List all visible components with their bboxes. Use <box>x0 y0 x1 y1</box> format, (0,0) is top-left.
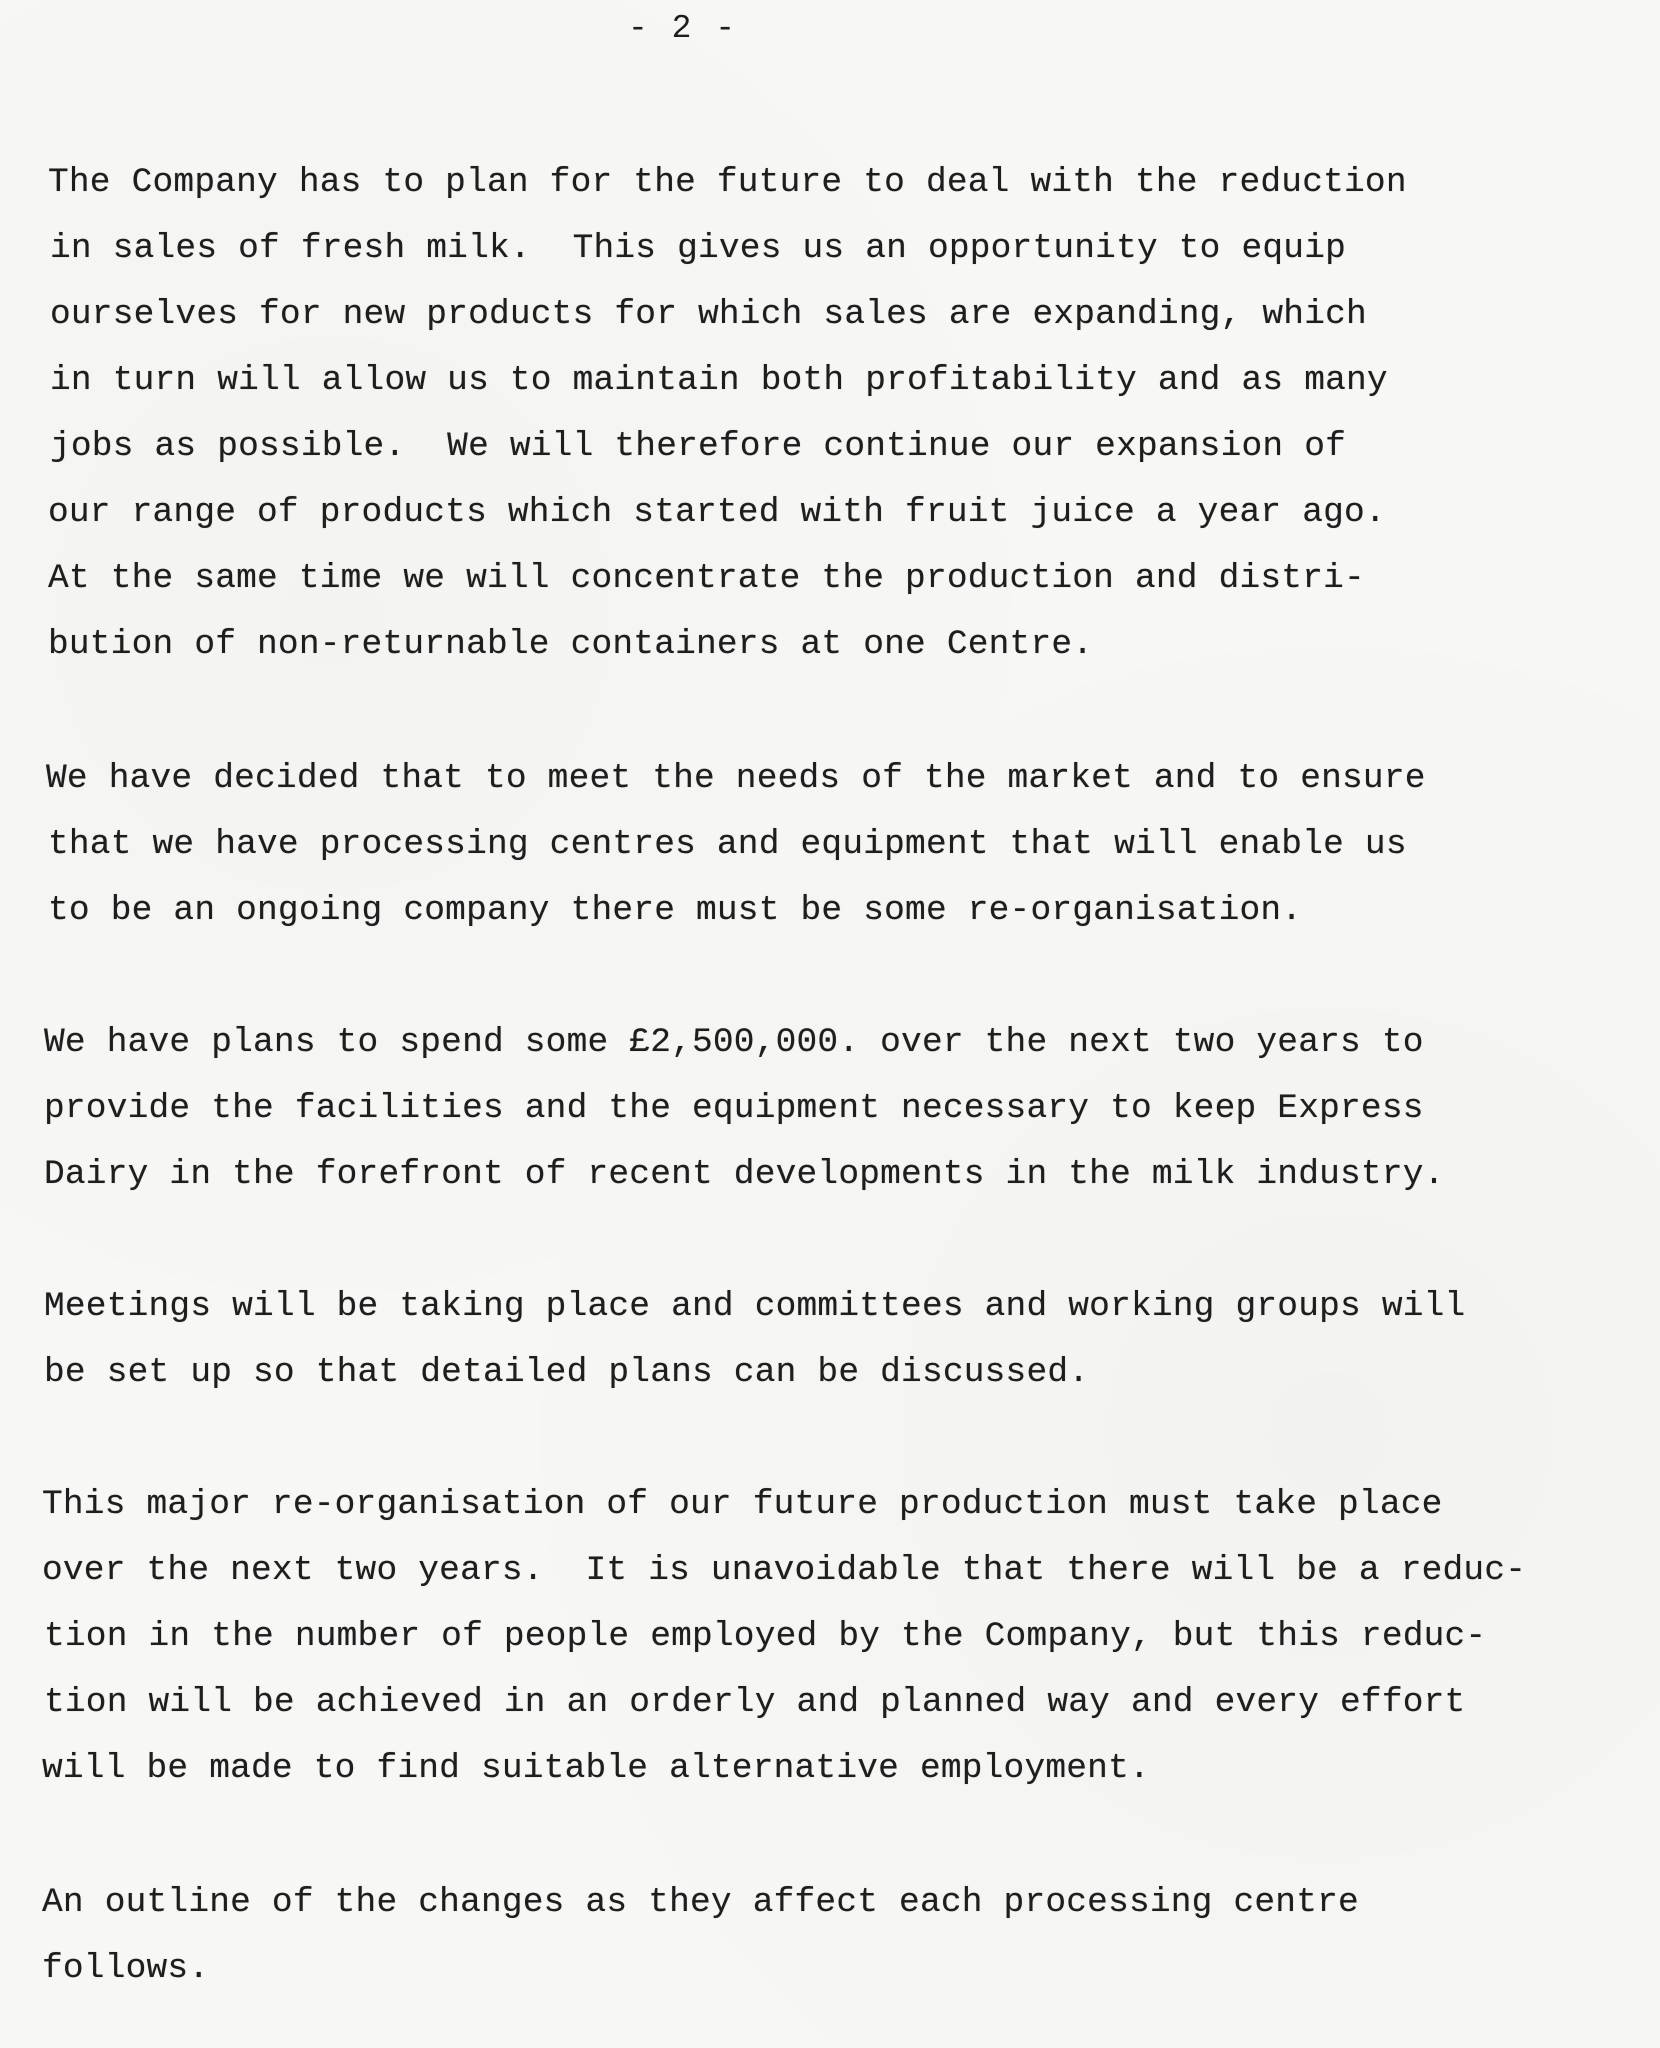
text-line: jobs as possible. We will therefore continue our expansion of <box>50 427 1347 466</box>
text-line: will be made to find suitable alternative employment. <box>42 1749 1150 1788</box>
text-line: We have plans to spend some £2,500,000. over the next two years to <box>44 1023 1424 1062</box>
text-line: We have decided that to meet the needs of the market and to ensure <box>46 759 1426 798</box>
text-line: At the same time we will concentrate the production and distri- <box>48 559 1365 598</box>
text-line: to be an ongoing company there must be some re-organisation. <box>48 891 1303 930</box>
text-line: bution of non-returnable containers at one Centre. <box>48 625 1094 664</box>
text-line: be set up so that detailed plans can be discussed. <box>44 1353 1090 1392</box>
text-line: that we have processing centres and equipment that will enable us <box>48 825 1407 864</box>
text-line: Dairy in the forefront of recent developments in the milk industry. <box>44 1155 1445 1194</box>
text-line: An outline of the changes as they affect each processing centre <box>42 1883 1359 1922</box>
text-line: The Company has to plan for the future to deal with the reduction <box>48 163 1407 202</box>
text-line: tion will be achieved in an orderly and planned way and every effort <box>44 1683 1466 1722</box>
text-line: provide the facilities and the equipment necessary to keep Express <box>44 1089 1424 1128</box>
text-line: ourselves for new products for which sales are expanding, which <box>50 295 1367 334</box>
page-number: - 2 - <box>628 10 738 47</box>
text-line: Meetings will be taking place and committees and working groups will <box>44 1287 1466 1326</box>
text-line: over the next two years. It is unavoidable that there will be a reduc- <box>42 1551 1527 1590</box>
text-line: our range of products which started with fruit juice a year ago. <box>48 493 1386 532</box>
text-line: This major re-organisation of our future production must take place <box>42 1485 1443 1524</box>
text-line: follows. <box>42 1949 210 1988</box>
text-line: tion in the number of people employed by the Company, but this reduc- <box>44 1617 1487 1656</box>
text-line: in turn will allow us to maintain both profitability and as many <box>50 361 1388 400</box>
text-line: in sales of fresh milk. This gives us an opportunity to equip <box>50 229 1347 268</box>
